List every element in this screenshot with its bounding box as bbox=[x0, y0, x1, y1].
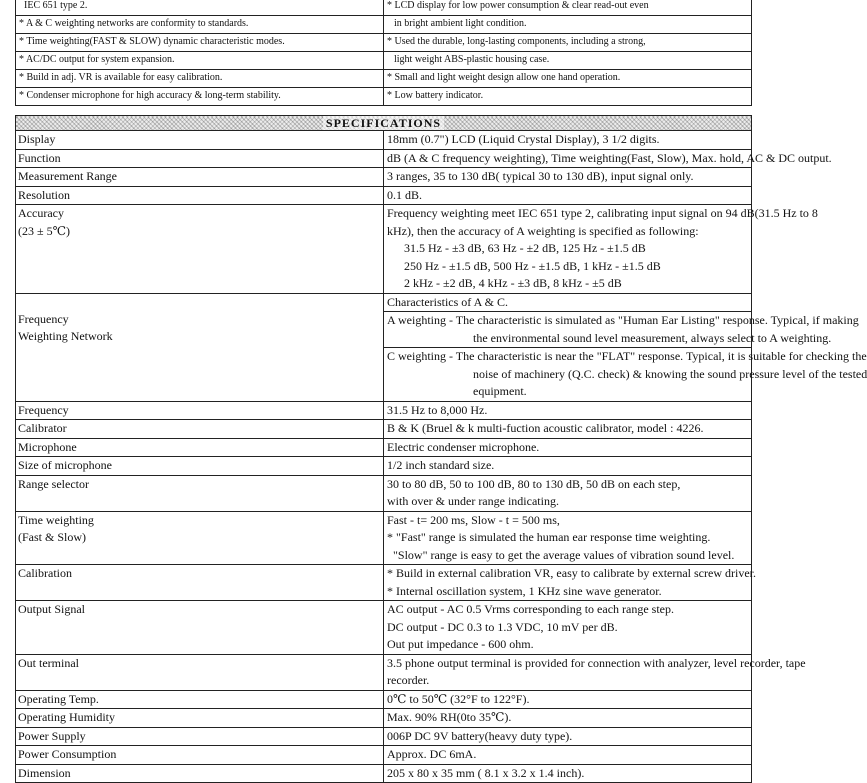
features-row bbox=[16, 70, 752, 88]
spec-label: Size of microphone bbox=[16, 457, 384, 476]
spec-line: Electric condenser microphone. bbox=[387, 439, 540, 454]
spec-line: noise of machinery (Q.C. check) & knowing the sound pressure level of the tested bbox=[473, 366, 867, 381]
features-row bbox=[16, 52, 752, 70]
spec-row-power-supply bbox=[16, 727, 752, 746]
spec-label: Calibration bbox=[16, 565, 384, 601]
feature-text: * A & C weighting networks are conformity to standards. bbox=[19, 18, 249, 29]
spec-line: 2 kHz - ±2 dB, 4 kHz - ±3 dB, 8 kHz - ±5 dB bbox=[404, 276, 622, 290]
feature-left-cell bbox=[16, 16, 384, 34]
spec-row-operating-humidity bbox=[16, 709, 752, 728]
spec-line: Out put impedance - 600 ohm. bbox=[387, 637, 534, 651]
spec-label: Dimension bbox=[16, 764, 384, 783]
feature-right-cell bbox=[384, 0, 752, 16]
spec-line: 31.5 Hz - ±3 dB, 63 Hz - ±2 dB, 125 Hz - ±1.5 dB bbox=[404, 241, 646, 255]
spec-value bbox=[384, 764, 752, 783]
spec-label: Power Supply bbox=[16, 727, 384, 746]
spec-label-line: Frequency bbox=[18, 311, 69, 326]
spec-label-line: Accuracy bbox=[18, 206, 64, 220]
spec-label: Microphone bbox=[16, 438, 384, 457]
feature-right-cell bbox=[384, 70, 752, 88]
spec-row-out-terminal bbox=[16, 654, 752, 690]
spec-line: 30 to 80 dB, 50 to 100 dB, 80 to 130 dB, 50 dB on each step, bbox=[387, 476, 681, 491]
spec-label bbox=[16, 511, 384, 565]
spec-line: 3.5 phone output terminal is provided for connection with analyzer, level recorder, tape bbox=[387, 655, 806, 670]
spec-label-line: (Fast & Slow) bbox=[18, 530, 87, 544]
spec-row-calibrator bbox=[16, 420, 752, 439]
spec-label bbox=[16, 205, 384, 294]
spec-label: Output Signal bbox=[16, 601, 384, 655]
feature-text: * Build in adj. VR is available for easy calibration. bbox=[19, 72, 223, 83]
specifications-header-row bbox=[16, 116, 752, 131]
spec-value bbox=[384, 205, 818, 294]
spec-line: A weighting - The characteristic is simulated as "Human Ear Listing" response. Typical, if making bbox=[387, 313, 859, 327]
spec-line: * Internal oscillation system, 1 KHz sine wave generator. bbox=[387, 583, 662, 598]
spec-line: * "Fast" range is simulated the human ear response time weighting. bbox=[387, 530, 711, 544]
features-row bbox=[16, 0, 752, 16]
spec-value bbox=[384, 709, 752, 728]
spec-value bbox=[384, 186, 752, 205]
spec-line: dB (A & C frequency weighting), Time weighting(Fast, Slow), Max. hold, AC & DC output. bbox=[387, 150, 832, 165]
spec-value bbox=[384, 131, 752, 150]
spec-label: Out terminal bbox=[16, 654, 384, 690]
feature-text: * Condenser microphone for high accuracy & long-term stability. bbox=[19, 90, 281, 101]
features-table bbox=[15, 0, 752, 106]
feature-text: light weight ABS-plastic housing case. bbox=[394, 54, 550, 65]
spec-label bbox=[16, 293, 384, 401]
spec-label-line: (23 ± 5℃) bbox=[18, 223, 71, 238]
spec-line: DC output - DC 0.3 to 1.3 VDC, 10 mV per dB. bbox=[387, 619, 618, 634]
spec-label: Function bbox=[16, 149, 384, 168]
feature-text: * Small and light weight design allow one hand operation. bbox=[387, 72, 621, 83]
spec-value bbox=[384, 654, 806, 690]
spec-line: Characteristics of A & C. bbox=[387, 294, 508, 309]
feature-right-cell bbox=[384, 16, 752, 34]
spec-line: 006P DC 9V battery(heavy duty type). bbox=[387, 728, 573, 743]
spec-line: with over & under range indicating. bbox=[387, 494, 559, 508]
spec-row-dimension bbox=[16, 764, 752, 783]
feature-left-cell bbox=[16, 0, 384, 16]
feature-left-cell bbox=[16, 88, 384, 106]
feature-left-cell bbox=[16, 34, 384, 52]
spec-value bbox=[384, 727, 752, 746]
spec-line: Max. 90% RH(0to 35℃). bbox=[387, 710, 512, 724]
feature-text: * Low battery indicator. bbox=[387, 90, 484, 101]
spec-row-operating-temp bbox=[16, 690, 752, 709]
spec-line: Fast - t= 200 ms, Slow - t = 500 ms, bbox=[387, 512, 560, 527]
spec-line: 18mm (0.7") LCD (Liquid Crystal Display), 3 1/2 digits. bbox=[387, 132, 660, 146]
spec-line: Approx. DC 6mA. bbox=[387, 747, 477, 761]
spec-line: C weighting - The characteristic is near the "FLAT" response. Typical, it is suitable for checking the bbox=[387, 349, 867, 363]
spec-value bbox=[384, 293, 867, 401]
features-row bbox=[16, 88, 752, 106]
spec-row-resolution bbox=[16, 186, 752, 205]
spec-row-range-selector bbox=[16, 475, 752, 511]
spec-value bbox=[384, 746, 752, 765]
spec-row-size-of-microphone bbox=[16, 457, 752, 476]
spec-line: kHz), then the accuracy of A weighting is specified as following: bbox=[387, 223, 699, 238]
spec-label: Range selector bbox=[16, 475, 384, 511]
spec-row-time-weighting bbox=[16, 511, 752, 565]
feature-text: in bright ambient light condition. bbox=[394, 18, 527, 29]
features-row bbox=[16, 16, 752, 34]
spec-label: Operating Humidity bbox=[16, 709, 384, 728]
feature-left-cell bbox=[16, 52, 384, 70]
spec-line: 31.5 Hz to 8,000 Hz. bbox=[387, 402, 488, 417]
spec-row-accuracy bbox=[16, 205, 752, 294]
spec-value bbox=[384, 565, 756, 601]
specifications-table bbox=[15, 115, 867, 783]
spec-line: AC output - AC 0.5 Vrms corresponding to each range step. bbox=[387, 602, 675, 616]
spec-row-microphone bbox=[16, 438, 752, 457]
spec-label: Frequency bbox=[16, 401, 384, 420]
feature-left-cell bbox=[16, 70, 384, 88]
feature-text: * AC/DC output for system expansion. bbox=[19, 54, 175, 65]
spec-line: 205 x 80 x 35 mm ( 8.1 x 3.2 x 1.4 inch). bbox=[387, 765, 585, 780]
weighting-heading-block bbox=[387, 294, 749, 312]
spec-line: 1/2 inch standard size. bbox=[387, 458, 495, 472]
spec-label: Display bbox=[16, 131, 384, 150]
spec-row-display bbox=[16, 131, 752, 150]
spec-row-measurement-range bbox=[16, 168, 752, 187]
spec-label: Resolution bbox=[16, 186, 384, 205]
specifications-title-cell bbox=[16, 116, 752, 131]
spec-line: equipment. bbox=[473, 384, 527, 398]
feature-text: * LCD display for low power consumption & clear read-out even bbox=[387, 0, 649, 11]
spec-line: B & K (Bruel & k multi-fuction acoustic calibrator, model : 4226. bbox=[387, 421, 704, 435]
spec-value bbox=[384, 601, 752, 655]
spec-value bbox=[384, 690, 752, 709]
spec-line: 3 ranges, 35 to 130 dB( typical 30 to 130 dB), input signal only. bbox=[387, 169, 694, 183]
spec-label: Power Consumption bbox=[16, 746, 384, 765]
feature-right-cell bbox=[384, 88, 752, 106]
spec-row-function bbox=[16, 149, 752, 168]
spec-line: "Slow" range is easy to get the average values of vibration sound level. bbox=[393, 547, 735, 562]
feature-right-cell bbox=[384, 34, 752, 52]
feature-right-cell bbox=[384, 52, 752, 70]
spec-row-frequency-weighting bbox=[16, 293, 752, 401]
a-weighting-block bbox=[384, 311, 859, 347]
feature-text: IEC 651 type 2. bbox=[24, 0, 88, 11]
spec-row-power-consumption bbox=[16, 746, 752, 765]
spec-line: 0.1 dB. bbox=[387, 187, 423, 202]
spec-label-line: Time weighting bbox=[18, 512, 94, 527]
spec-row-calibration bbox=[16, 565, 752, 601]
spec-line: recorder. bbox=[387, 673, 430, 687]
feature-text: * Time weighting(FAST & SLOW) dynamic characteristic modes. bbox=[19, 36, 285, 47]
spec-value bbox=[384, 168, 752, 187]
spec-value bbox=[384, 401, 752, 420]
spec-value bbox=[384, 475, 752, 511]
spec-line: the environmental sound level measurement, always select to A weighting. bbox=[473, 330, 832, 345]
spec-label-line: Weighting Network bbox=[18, 329, 113, 343]
spec-line: Frequency weighting meet IEC 651 type 2, calibrating input signal on 94 dB(31.5 Hz to 8 bbox=[387, 206, 818, 220]
specifications-title: SPECIFICATIONS bbox=[323, 116, 444, 130]
spec-value bbox=[384, 457, 752, 476]
spec-value bbox=[384, 420, 752, 439]
spec-label: Calibrator bbox=[16, 420, 384, 439]
features-row bbox=[16, 34, 752, 52]
spec-label: Operating Temp. bbox=[16, 690, 384, 709]
spec-value bbox=[384, 438, 752, 457]
spec-label: Measurement Range bbox=[16, 168, 384, 187]
spec-value bbox=[384, 149, 832, 168]
spec-row-frequency bbox=[16, 401, 752, 420]
spec-line: 250 Hz - ±1.5 dB, 500 Hz - ±1.5 dB, 1 kHz - ±1.5 dB bbox=[404, 258, 661, 273]
feature-text: * Used the durable, long-lasting components, including a strong, bbox=[387, 36, 646, 47]
spec-value bbox=[384, 511, 752, 565]
c-weighting-block bbox=[384, 347, 867, 401]
spec-row-output-signal bbox=[16, 601, 752, 655]
spec-line: * Build in external calibration VR, easy to calibrate by external screw driver. bbox=[387, 566, 756, 580]
spec-line: 0℃ to 50℃ (32°F to 122°F). bbox=[387, 691, 530, 706]
